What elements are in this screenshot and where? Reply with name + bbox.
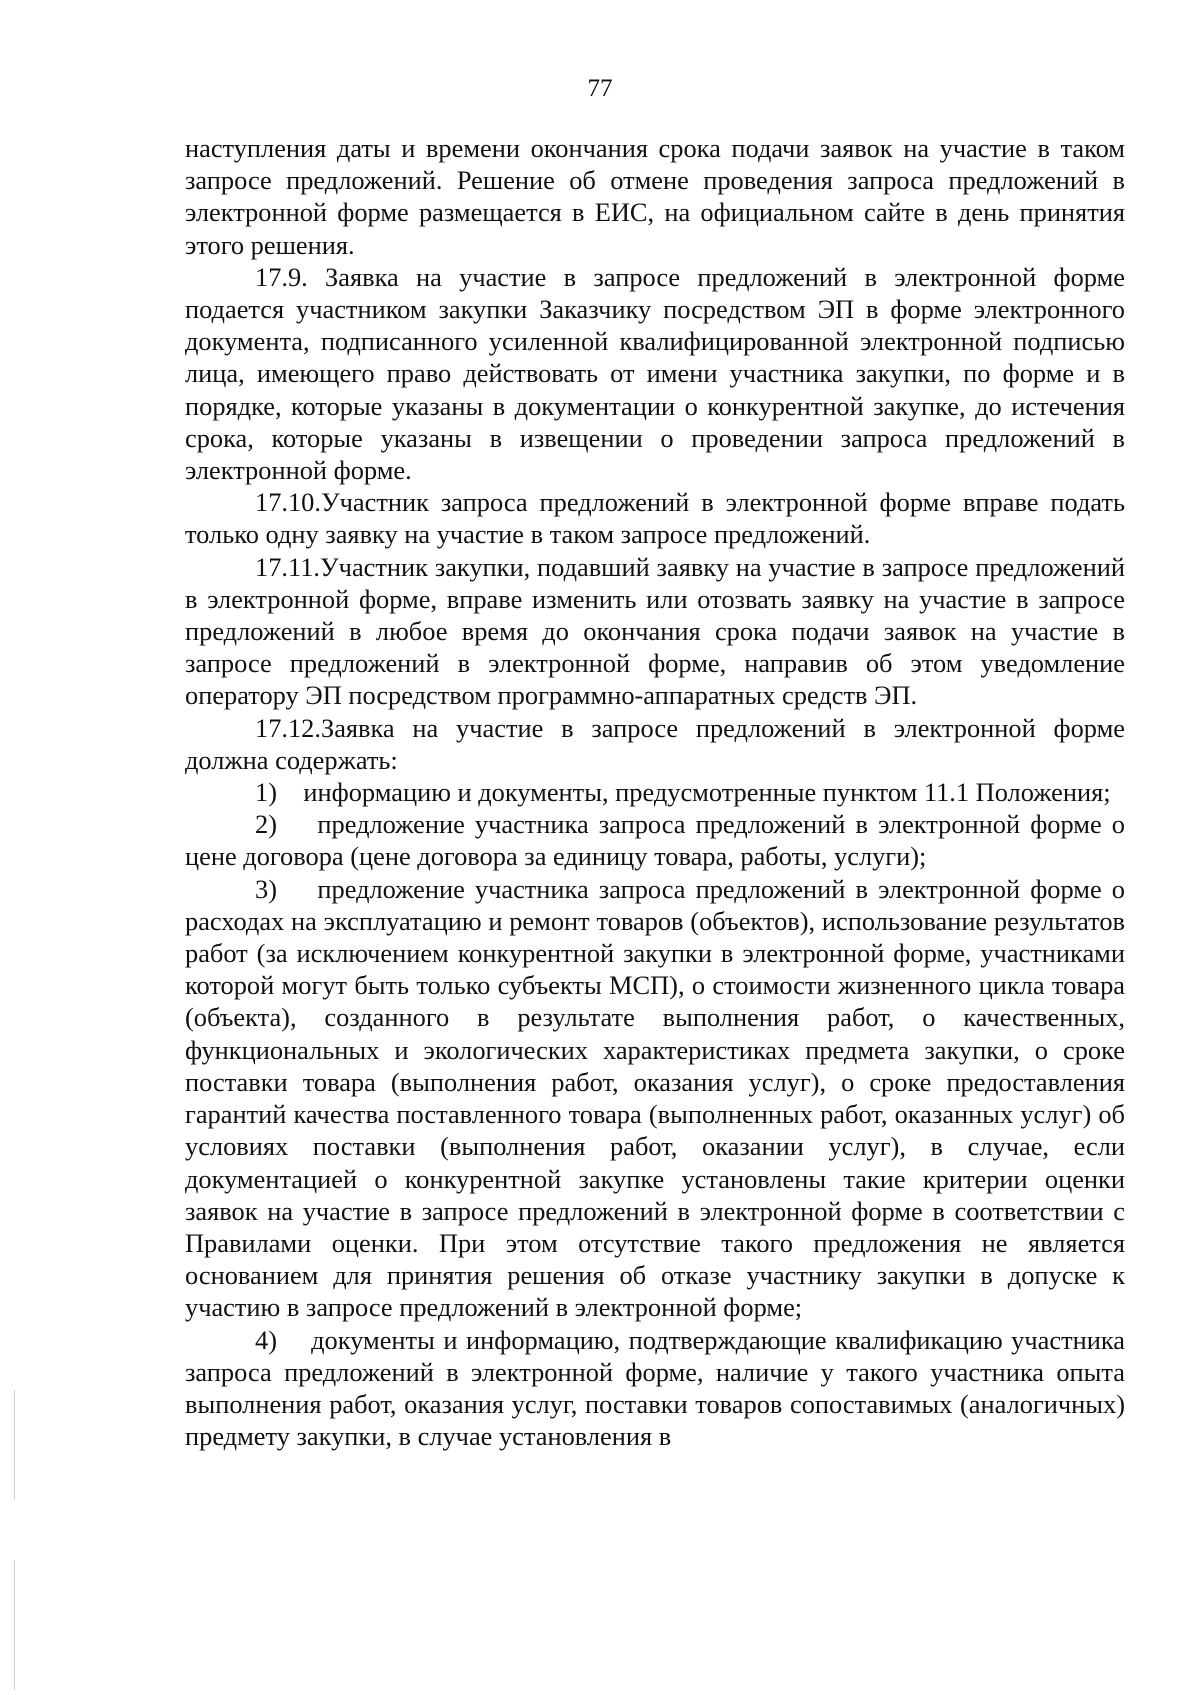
page-number: 77 (587, 75, 613, 102)
paragraph-17-10: 17.10.Участник запроса предложений в электронной форме вправе подать только одну заявку на участие в таком запросе предложений. (185, 487, 1125, 550)
list-item-4: 4) документы и информацию, подтверждающие квалификацию участника запроса предложений в электронной форме, наличие у такого участника опыта выполнения работ, оказания услуг, поставки товаров сопоставимых (аналогичных) предмету закупки, в случае установления в (185, 1324, 1125, 1452)
scan-edge-mark (14, 1390, 15, 1500)
list-item-3: 3) предложение участника запроса предложений в электронной форме о расходах на эксплуатацию и ремонт товаров (объектов), использование результатов работ (за исключением конкурентной закупки в электронной форме, участниками которой могут быть только субъекты МСП), о стоимости жизненного цикла товара (объекта), созданного в результате выполнения работ, о качественных, функциональных и экологических характеристиках предмета закупки, о сроке поставки товара (выполнения работ, оказания услуг), о сроке предоставления гарантий качества поставленного товара (выполненных работ, оказанных услуг) об условиях поставки (выполнения работ, оказании услуг), в случае, если документацией о конкурентной закупке установлены такие критерии оценки заявок на участие в запросе предложений в электронной форме в соответствии с Правилами оценки. При этом отсутствие такого предложения не является основанием для принятия решения об отказе участнику закупки в допуске к участию в запросе предложений в электронной форме; (185, 873, 1125, 1323)
paragraph-17-11: 17.11.Участник закупки, подавший заявку на участие в запросе предложений в электронной форме, вправе изменить или отозвать заявку на участие в запросе предложений в любое время до окончания срока подачи заявок на участие в запросе предложений в электронной форме, направив об этом уведомление оператору ЭП посредством программно-аппаратных средств ЭП. (185, 551, 1125, 711)
paragraph-continuation: наступления даты и времени окончания срока подачи заявок на участие в таком запросе предложений. Решение об отмене проведения запроса предложений в электронной форме размещается в ЕИС, на официальном сайте в день принятия этого решения. (185, 133, 1125, 260)
list-item-1: 1) информацию и документы, предусмотренные пунктом 11.1 Положения; (255, 777, 1111, 808)
scan-edge-mark (14, 1560, 15, 1690)
paragraph-17-12: 17.12.Заявка на участие в запросе предложений в электронной форме должна содержать: (185, 712, 1125, 775)
list-item-2: 2) предложение участника запроса предложений в электронной форме о цене договора (цене договора за единицу товара, работы, услуги); (185, 809, 1125, 872)
document-body (185, 132, 1125, 1452)
paragraph-17-9: 17.9. Заявка на участие в запросе предложений в электронной форме подается участником закупки Заказчику посредством ЭП в форме электронного документа, подписанного усиленной квалифицированной электронной подписью лица, имеющего право действовать от имени участника закупки, по форме и в порядке, которые указаны в документации о конкурентной закупке, до истечения срока, которые указаны в извещении о проведении запроса предложений в электронной форме. (185, 261, 1125, 486)
